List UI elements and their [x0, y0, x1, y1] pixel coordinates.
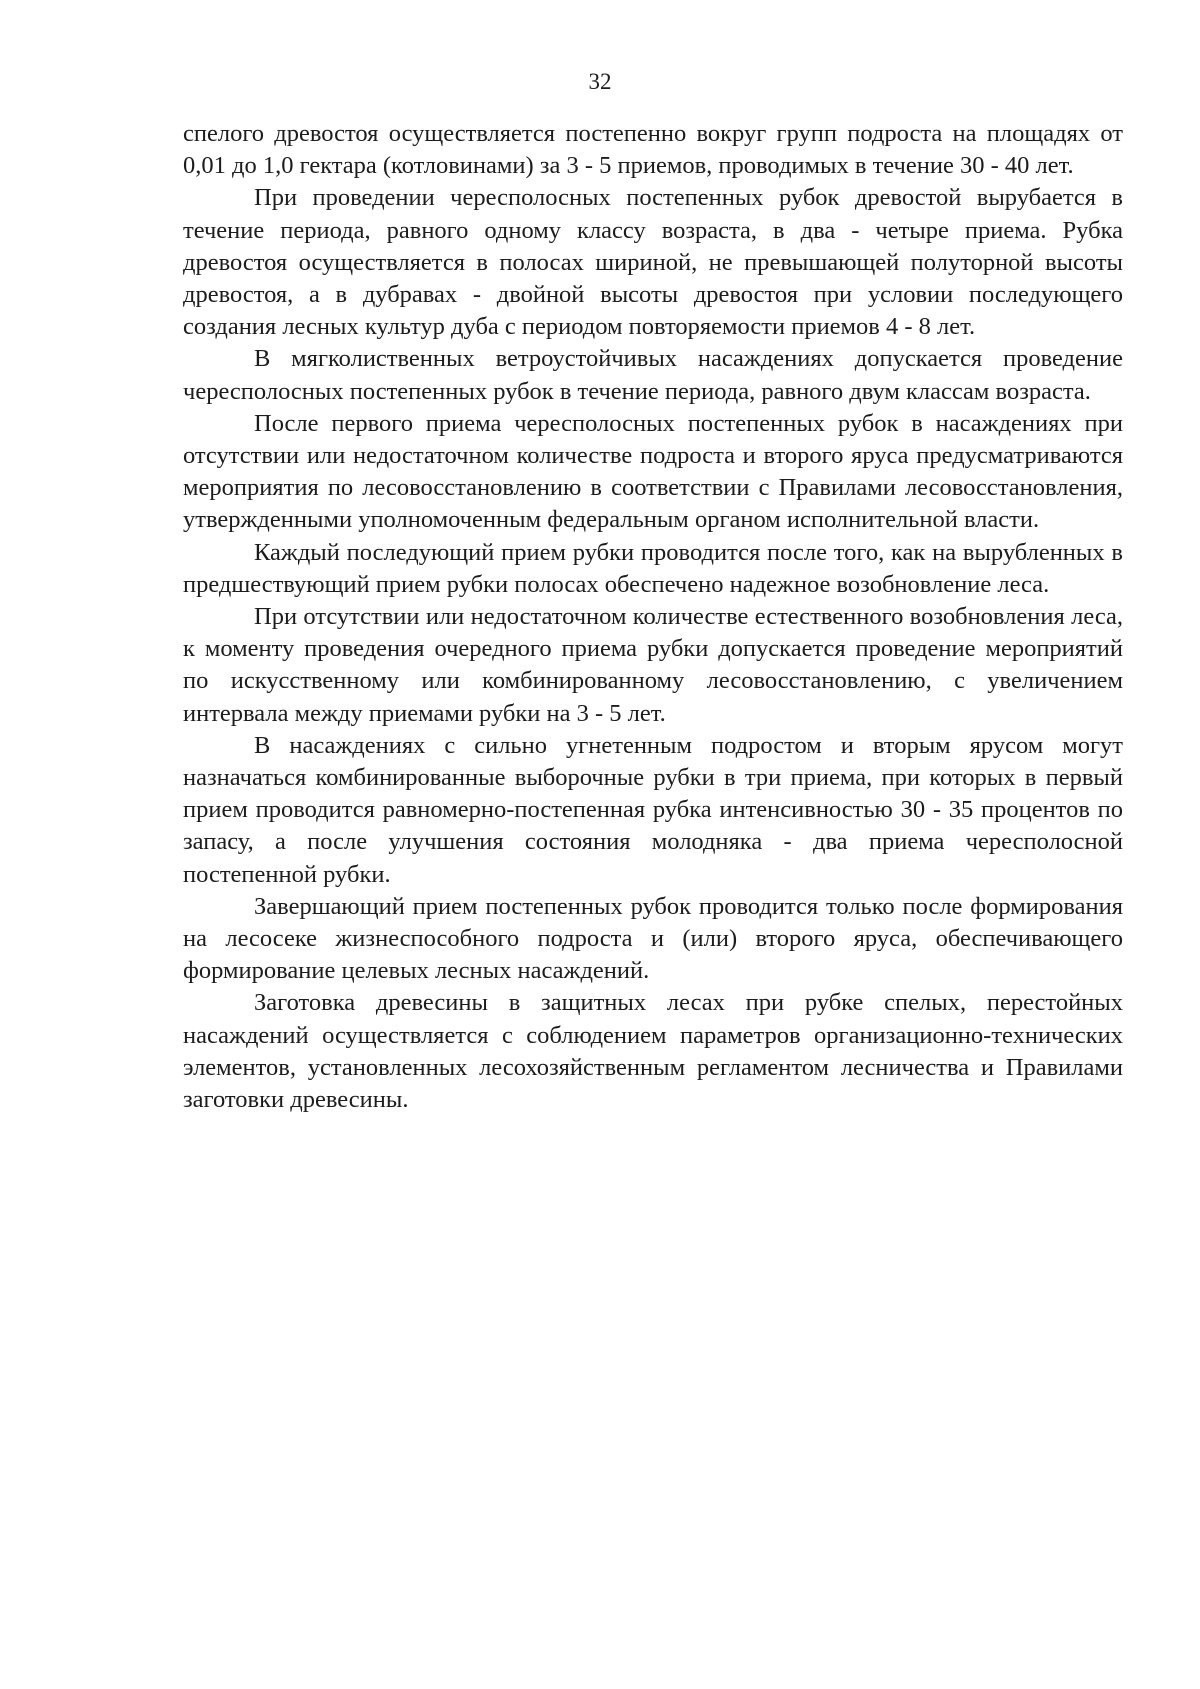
body-text — [183, 118, 1123, 1116]
page-number: 32 — [588, 69, 612, 94]
paragraph-first-stage: После первого приема чересполосных постепенных рубок в насаждениях при отсутствии или недостаточном количестве подроста и второго яруса предусматриваются мероприятия по лесовосстановлению в соответствии с Правилами лесовосстановления, утвержденными уполномоченным федеральным органом исполнительной власти. — [183, 409, 1123, 534]
paragraph-regeneration: При отсутствии или недостаточном количестве естественного возобновления леса, к моменту проведения очередного приема рубки допускается проведение мероприятий по искусственному или комбинированному лесовосстановлению, с увеличением интервала между приемами рубки на 3 - 5 лет. — [183, 603, 1123, 727]
paragraph-combined-cuttings: В насаждениях с сильно угнетенным подростом и вторым ярусом могут назначаться комбинированные выборочные рубки в три приема, при которых в первый прием проводится равномерно-постепенная рубка интенсивностью 30 - 35 процентов по запасу, а после улучшения состояния молодняка - два приема чересполосной постепенной рубки. — [183, 731, 1123, 888]
paragraph-continuation: спелого древостоя осуществляется постепенно вокруг групп подроста на площадях от 0,01 до 1,0 гектара (котловинами) за 3 - 5 приемов, проводимых в течение 30 - 40 лет. — [183, 120, 1123, 180]
paragraph-subsequent-stage: Каждый последующий прием рубки проводится после того, как на вырубленных в предшествующий прием рубки полосах обеспечено надежное возобновление леса. — [183, 538, 1123, 598]
paragraph-protective-forests: Заготовка древесины в защитных лесах при рубке спелых, перестойных насаждений осуществляется с соблюдением параметров организационно-технических элементов, установленных лесохозяйственным регламентом лесничества и Правилами заготовки древесины. — [183, 989, 1123, 1114]
paragraph-strip-cuttings: При проведении чересполосных постепенных рубок древостой вырубается в течение периода, равного одному классу возраста, в два - четыре приема. Рубка древостоя осуществляется в полосах шириной, не превышающей полуторной высоты древостоя, а в дубравах - двойной высоты древостоя при условии последующего создания лесных культур дуба с периодом повторяемости приемов 4 - 8 лет. — [183, 184, 1123, 341]
paragraph-final-stage: Завершающий прием постепенных рубок проводится только после формирования на лесосеке жизнеспособного подроста и (или) второго яруса, обеспечивающего формирование целевых лесных насаждений. — [183, 892, 1123, 985]
paragraph-softwood-stands: В мягколиственных ветроустойчивых насаждениях допускается проведение чересполосных постепенных рубок в течение периода, равного двум классам возраста. — [183, 345, 1123, 405]
